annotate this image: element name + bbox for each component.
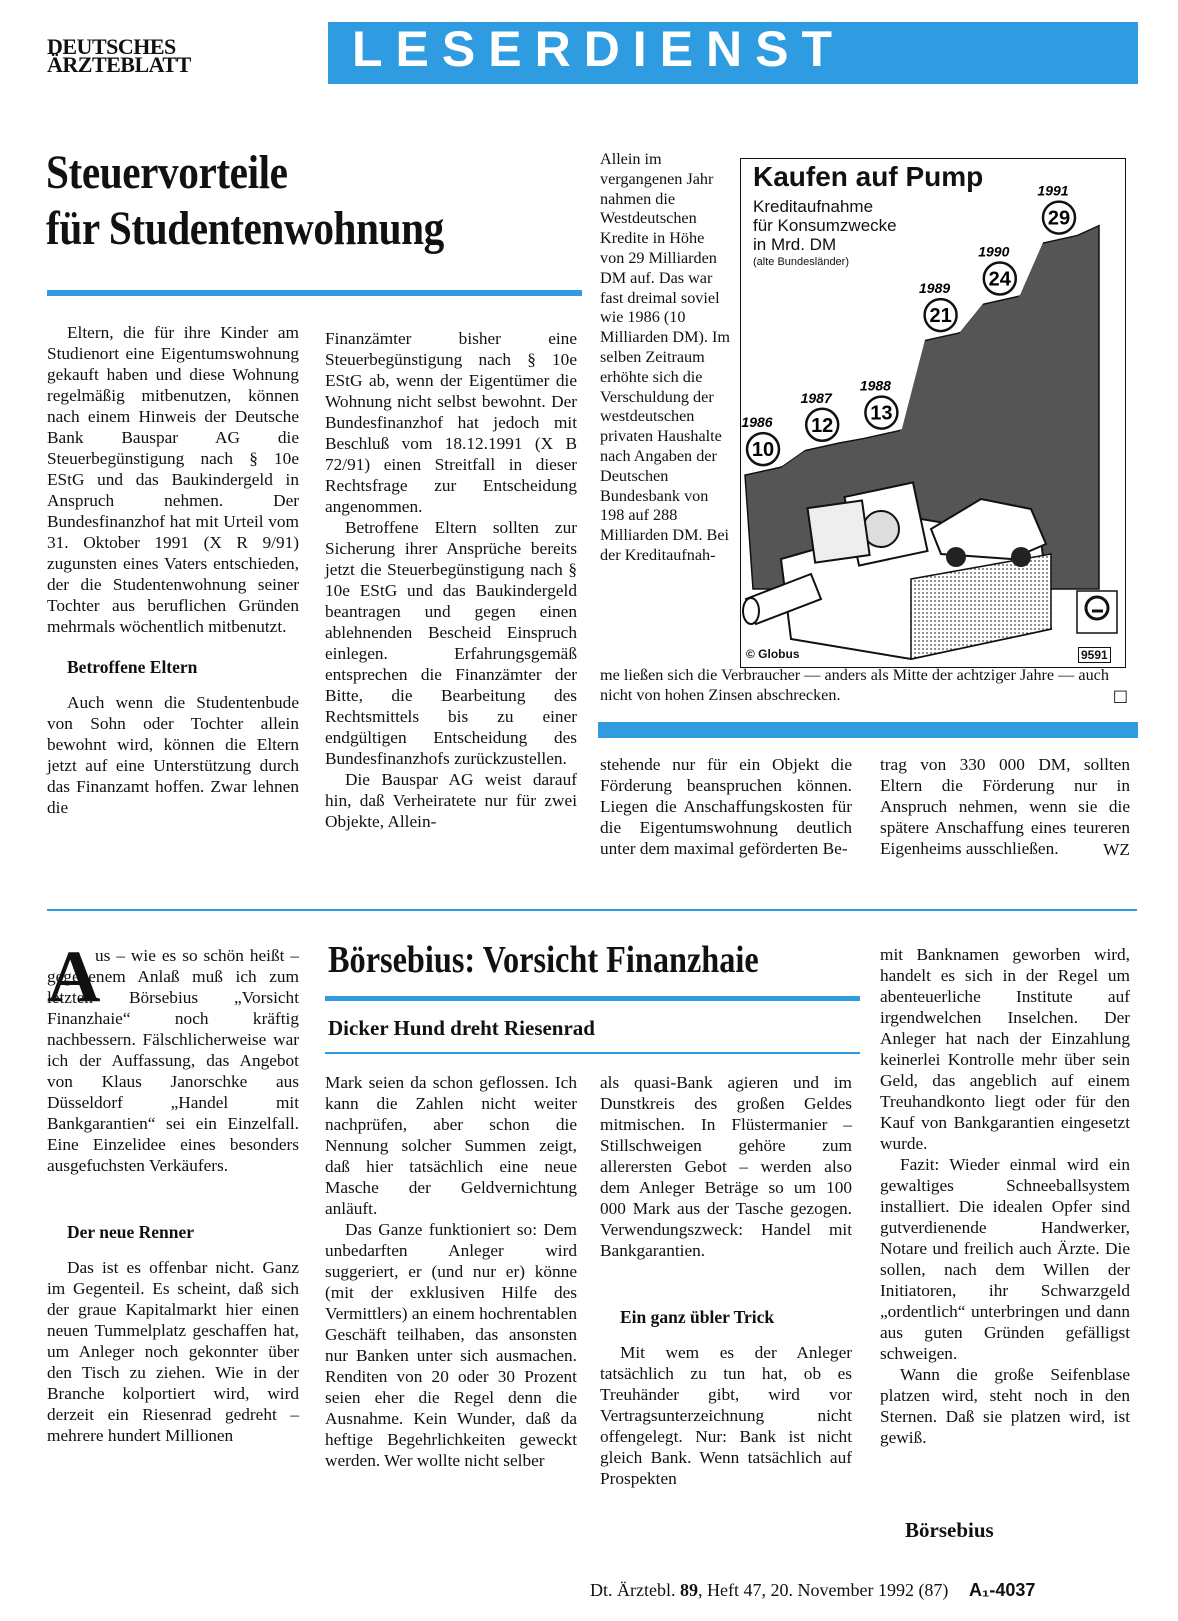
paragraph: Das ist es offenbar nicht. Ganz im Gegenteil. Es scheint, daß sich der graue Kapitalmarkt hier einen neuen Tummelplatz geschaffen hat, um Anleger noch gekonnter über den Tisch zu ziehen. Wie in der Branche kolportiert wird, wird derzeit ein Riesenrad gedreht – mehrere hundert Millionen bbox=[47, 1258, 299, 1445]
credit-chart bbox=[740, 158, 1126, 668]
car-wheel bbox=[946, 547, 966, 567]
footer-issue: , Heft 47, 20. November 1992 (87) bbox=[697, 1580, 949, 1600]
article2-column-1 bbox=[47, 936, 299, 1446]
drop-cap: A bbox=[47, 936, 101, 1018]
paragraph: Eltern, die für ihre Kinder am Studienort eine Eigentumswohnung gekauft haben und diese Wohnung regelmäßig mitbenutzen, können nach einem Hinweis der Deutsche Bank Bauspar AG die Steuerbegünstigung nach § 10e EStG und das Baukindergeld in Anspruch nehmen. Der Bundesfinanzhof hat mit Urteil vom 31. Oktober 1991 (X R 9/91) zugunsten eines Vaters entschieden, der die Studentenwohnung seiner Tochter aus beruflichen Gründen mehrmals wöchentlich mitbenutzt. bbox=[47, 323, 299, 636]
tv-illustration bbox=[808, 501, 870, 563]
value-label-1990: 24 bbox=[988, 268, 1011, 291]
end-mark: □ bbox=[1112, 685, 1128, 705]
value-label-1988: 13 bbox=[870, 402, 893, 425]
logo-line-1: DEUTSCHES bbox=[47, 34, 176, 59]
chart-subtitle-2: für Konsumzwecke bbox=[753, 216, 897, 235]
section-title: LESERDIENST bbox=[352, 21, 846, 77]
year-label-1990: 1990 bbox=[978, 243, 1010, 260]
year-label-1987: 1987 bbox=[800, 389, 832, 406]
carpet-roll-end bbox=[743, 598, 759, 624]
paragraph: Mit wem es der Anleger tatsächlich zu tun hat, ob es Treuhänder gibt, wird vor Vertragsunterzeichnung nicht offengelegt. Nur: Bank ist nicht gleich Bank. Wenn tatsächlich auf Prospekten bbox=[600, 1343, 852, 1488]
page-footer bbox=[590, 1580, 1035, 1601]
paragraph: Das Ganze funktioniert so: Dem unbedarften Anleger wird suggeriert, er (und nur er) könne (mit der exklusiven Hilfe des Vermittlers) an einem hochrentablen Geschäft teilhaben, das ansonsten nur Banken unter sich ausmachen. Renditen von 20 oder 30 Prozent seien eher die Regel denn die Ausnahme. Kein Wunder, daß da heftige Begehrlichkeiten geweckt werden. Wer wollte nicht selber bbox=[325, 1220, 577, 1470]
value-label-1989: 21 bbox=[929, 305, 952, 328]
article2-headline: Börsebius: Vorsicht Finanzhaie bbox=[328, 939, 759, 981]
article2-subheadline: Dicker Hund dreht Riesenrad bbox=[328, 1016, 595, 1040]
paragraph: trag von 330 000 DM, sollten Eltern die Förderung nur in Anspruch nehmen, wenn sie die spätere Anschaffung eines teureren Eigenheims ausschließen. bbox=[880, 755, 1130, 858]
headline-line-1: Steuervorteile bbox=[46, 146, 288, 199]
value-label-1987: 12 bbox=[811, 414, 834, 437]
article1-headline bbox=[46, 145, 510, 257]
subheading: Der neue Renner bbox=[67, 1222, 195, 1242]
article1-column-3 bbox=[600, 754, 852, 859]
paragraph: Mark seien da schon geflossen. Ich kann die Zahlen nicht weiter nachprüfen, aber schon die Nennung solcher Summen zeigt, daß hier tatsächlich eine neue Masche der Geldvernichtung anläuft. bbox=[325, 1073, 577, 1218]
caption-tail-text: me ließen sich die Verbraucher — anders als Mitte der achtziger Jahre — auch nicht von hohen Zinsen abschrecken. bbox=[600, 666, 1109, 704]
article-separator bbox=[47, 909, 1137, 911]
author-initials: WZ bbox=[1097, 839, 1130, 860]
article2-column-4 bbox=[880, 944, 1130, 1448]
article1-column-2 bbox=[325, 328, 577, 832]
footer-page: A₁-4037 bbox=[968, 1580, 1036, 1600]
paragraph bbox=[47, 936, 299, 1176]
year-label-1986: 1986 bbox=[741, 414, 773, 431]
chart-code: 9591 bbox=[1078, 647, 1111, 663]
paragraph: als quasi-Bank agieren und im Dunstkreis des großen Geldes mitmischen. In Flüstermanier – Stillschweigen gehöre zum allerersten Gebot – werden also dem Anleger Beträge so um 100 000 Mark aus der Tasche gezogen. Verwendungszweck: Handel mit Bankgarantien. bbox=[600, 1073, 852, 1260]
paragraph: Auch wenn die Studentenbude von Sohn oder Tochter allein bewohnt wird, können die Eltern jetzt auf eine Unterstützung durch das Finanzamt hoffen. Zwar lehnen die bbox=[47, 693, 299, 817]
headline2-rule bbox=[325, 996, 860, 1001]
paragraph-text: us – wie es so schön heißt – gegebenem Anlaß muß ich zum letzten Börsebius „Vorsicht Finanzhaie“ noch kräftig nachbessern. Fälschlicherweise war ich der Auffassung, das Angebot von Klaus Janorschke aus Düsseldorf „Handel mit Bankgarantien“ sei ein Einzelfall. Eine Einzelidee eines besonders ausgefuchsten Verkäufers. bbox=[47, 946, 299, 1175]
car-wheel bbox=[1011, 547, 1031, 567]
paragraph: Die Bauspar AG weist darauf hin, daß Verheiratete nur für zwei Objekte, Allein- bbox=[325, 770, 577, 831]
year-label-1989: 1989 bbox=[919, 280, 951, 297]
year-label-1991: 1991 bbox=[1037, 182, 1069, 199]
journal-logo bbox=[47, 34, 191, 77]
paragraph: mit Banknamen geworben wird, handelt es sich in der Regel um abenteuerliche Institute auf irgendwelchen Inselchen. Der Anleger hat nach der Einzahlung keinerlei Kontrolle mehr über sein Geld, das angeblich auf einem Treuhandkonto liegt oder für den Kauf von Bankgarantien eingesetzt wurde. bbox=[880, 945, 1130, 1153]
chart-caption-tail bbox=[600, 666, 1128, 706]
paragraph: stehende nur für ein Objekt die Förderung beanspruchen können. Liegen die Anschaffungskosten für die Eigentumswohnung deutlich unter dem maximal geförderten Be- bbox=[600, 755, 852, 858]
article1-column-4 bbox=[880, 754, 1130, 859]
chart-caption: Allein im vergangenen Jahr nahmen die Westdeutschen Kredite in Höhe von 29 Milliarden DM auf. Das war fast dreimal soviel wie 1986 (10 Milliarden DM). Im selben Zeitraum erhöhte sich die Verschuldung der westdeutschen privaten Haushalte nach Angaben der Deutschen Bundesbank von 198 auf 288 Milliarden DM. Bei der Kreditaufnah- bbox=[600, 150, 730, 564]
article2-column-2 bbox=[325, 1072, 577, 1471]
chart-subtitle-3: in Mrd. DM bbox=[753, 235, 837, 254]
footer-journal: Dt. Ärztebl. bbox=[590, 1580, 676, 1600]
value-label-1986: 10 bbox=[751, 439, 775, 462]
paragraph: Wann die große Seifenblase platzen wird, steht noch in den Sternen. Daß sie platzen wird, ist gewiß. bbox=[880, 1365, 1130, 1447]
subheading: Betroffene Eltern bbox=[67, 657, 198, 677]
logo-line-2: ÄRZTEBLATT bbox=[47, 52, 191, 77]
paragraph: Fazit: Wieder einmal wird ein gewaltiges Schneeballsystem installiert. Die idealen Opfer sind gutverdienende Handwerker, Notare und freilich auch Ärzte. Die sollen, nach dem Willen der Initiatoren, ihr Schwarzgeld „ordentlich“ unterbringen und dann aus guten Gründen gefälligst schweigen. bbox=[880, 1155, 1130, 1363]
paragraph: Betroffene Eltern sollten zur Sicherung ihrer Ansprüche bereits jetzt die Steuerbegünstigung nach § 10e EStG und das Baukindergeld beantragen und gegen einen ablehnenden Bescheid Einspruch einlegen. Erfahrungsgemäß entsprechen die Finanzämter der Bitte, die Bearbeitung des Rechtsmittels bis zu einer endgültigen Entscheidung des Bundesfinanzhofs zurückzustellen. bbox=[325, 518, 577, 768]
article1-column-1 bbox=[47, 322, 299, 818]
headline-rule bbox=[47, 290, 582, 296]
footer-volume: 89 bbox=[679, 1580, 698, 1600]
chart-subtitle-1: Kreditaufnahme bbox=[753, 197, 874, 216]
headline-line-2: für Studentenwohnung bbox=[46, 202, 444, 255]
year-label-1988: 1988 bbox=[859, 377, 891, 394]
chart-note: (alte Bundesländer) bbox=[753, 256, 850, 268]
chart-bottom-rule bbox=[598, 722, 1138, 738]
chart-source: © Globus bbox=[746, 647, 800, 661]
article2-column-3 bbox=[600, 1072, 852, 1489]
subheading: Ein ganz übler Trick bbox=[620, 1307, 775, 1327]
author-signature: Börsebius bbox=[905, 1518, 994, 1542]
paragraph: Finanzämter bisher eine Steuerbegünstigung nach § 10e EStG ab, wenn der Eigentümer die Wohnung nicht selbst bewohnt. Der Bundesfinanzhof hat jedoch mit Beschluß vom 18.12.1991 (X B 72/91) einen Streitfall in dieser Rechtsfrage zur Entscheidung angenommen. bbox=[325, 329, 577, 516]
value-label-1991: 29 bbox=[1047, 207, 1071, 230]
chart-title: Kaufen auf Pump bbox=[753, 161, 984, 192]
subhead-rule bbox=[325, 1052, 860, 1054]
